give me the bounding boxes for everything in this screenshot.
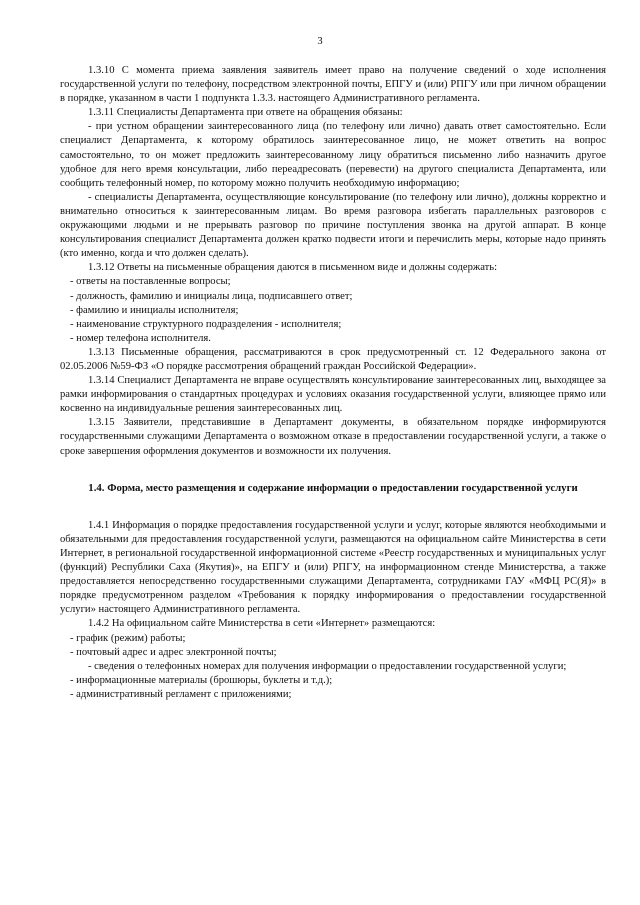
paragraph: 1.4.2 На официальном сайте Министерства в сети «Интернет» размещаются: [88, 618, 436, 630]
paragraph: 1.3.11 Специалисты Департамента при ответе на обращения обязаны: [88, 107, 403, 119]
list-item: - наименование структурного подразделения - исполнителя; [70, 318, 342, 330]
document-body [60, 64, 606, 702]
paragraph: 1.3.15 Заявители, представившие в Департамент документы, в обязательном порядке информируются государственными служащими Департамента о возможном отказе в предоставлении государственной услуги, а также о сроке завершения оформления документов и возможности их получения. [60, 417, 606, 457]
paragraph: 1.3.13 Письменные обращения, рассматриваются в срок предусмотренный ст. 12 Федерального закона от 02.05.2006 №59-ФЗ «О порядке рассмотрения обращений граждан Российской Федерации». [60, 346, 606, 372]
list-item: - административный регламент с приложениями; [70, 688, 292, 700]
list-item: - фамилию и инициалы исполнителя; [70, 304, 239, 316]
page-number: 3 [317, 36, 323, 47]
list-item: - почтовый адрес и адрес электронной почты; [70, 646, 277, 658]
paragraph: 1.3.10 С момента приема заявления заявитель имеет право на получение сведений о ходе исполнения государственной услуги по телефону, посредством электронной почты, ЕПГУ и (или) РПГУ или при личном обращении в порядке, указанном в части 1 подпункта 1.3.3. настоящего Административного регламента. [60, 65, 606, 105]
paragraph: 1.3.12 Ответы на письменные обращения даются в письменном виде и должны содержать: [88, 262, 498, 274]
paragraph: 1.3.14 Специалист Департамента не вправе осуществлять консультирование заинтересованных лиц, выходящее за рамки информирования о стандартных процедурах и условиях оказания государственной услуги, влияющее прямо или косвенно на индивидуальные решения заинтересованных лиц. [60, 375, 606, 415]
list-item: - должность, фамилию и инициалы лица, подписавшего ответ; [70, 290, 353, 302]
paragraph: - специалисты Департамента, осуществляющие консультирование (по телефону или лично), должны корректно и внимательно относиться к заинтересованным лицам. Во время разговора избегать параллельных разговоров с окружающими людьми и не прерывать разговор по причине поступления звонка на другой аппарат. В конце консультирования специалист Департамента должен кратко подвести итоги и перечислить меры, которые надо принять (кто именно, когда и что должен сделать). [60, 191, 606, 260]
paragraph: - сведения о телефонных номерах для получения информации о предоставлении государственной услуги; [88, 660, 567, 672]
list-item: - информационные материалы (брошюры, буклеты и т.д.); [70, 674, 333, 686]
section-title: 1.4. Форма, место размещения и содержание информации о предоставлении государственной услуги [88, 481, 578, 494]
paragraph: - при устном обращении заинтересованного лица (по телефону или лично) давать ответ самостоятельно. Если специалист Департамента, к которому обратилось заинтересованное лицо, не может ответить на вопрос самостоятельно, то он может предложить заинтересованному лицу обратиться письменно либо назначить другое удобное для него время консультации, либо переадресовать (перевести) на другого специалиста Департамента, или сообщить телефонный номер, по которому можно получить необходимую информацию; [60, 121, 606, 189]
list-item: - график (режим) работы; [70, 632, 186, 644]
list-item: - ответы на поставленные вопросы; [70, 276, 231, 288]
list-item: - номер телефона исполнителя. [70, 332, 211, 344]
paragraph: 1.4.1 Информация о порядке предоставления государственной услуги и услуг, которые являются необходимыми и обязательными для предоставления государственной услуги, размещаются на официальном сайте Министерства в сети Интернет, в региональной государственной информационной системе «Реестр государственных и муниципальных услуг (функций) Республики Саха (Якутия)», на ЕПГУ и (или) РПГУ, на информационном стенде Министерства, а также предоставляется непосредственно государственными служащими Департамента, сотрудниками ГАУ «МФЦ РС(Я)» в порядке предусмотренном разделом «Требования к порядку информирования о предоставлении государственной услуги» настоящего Административного регламента. [60, 519, 606, 616]
